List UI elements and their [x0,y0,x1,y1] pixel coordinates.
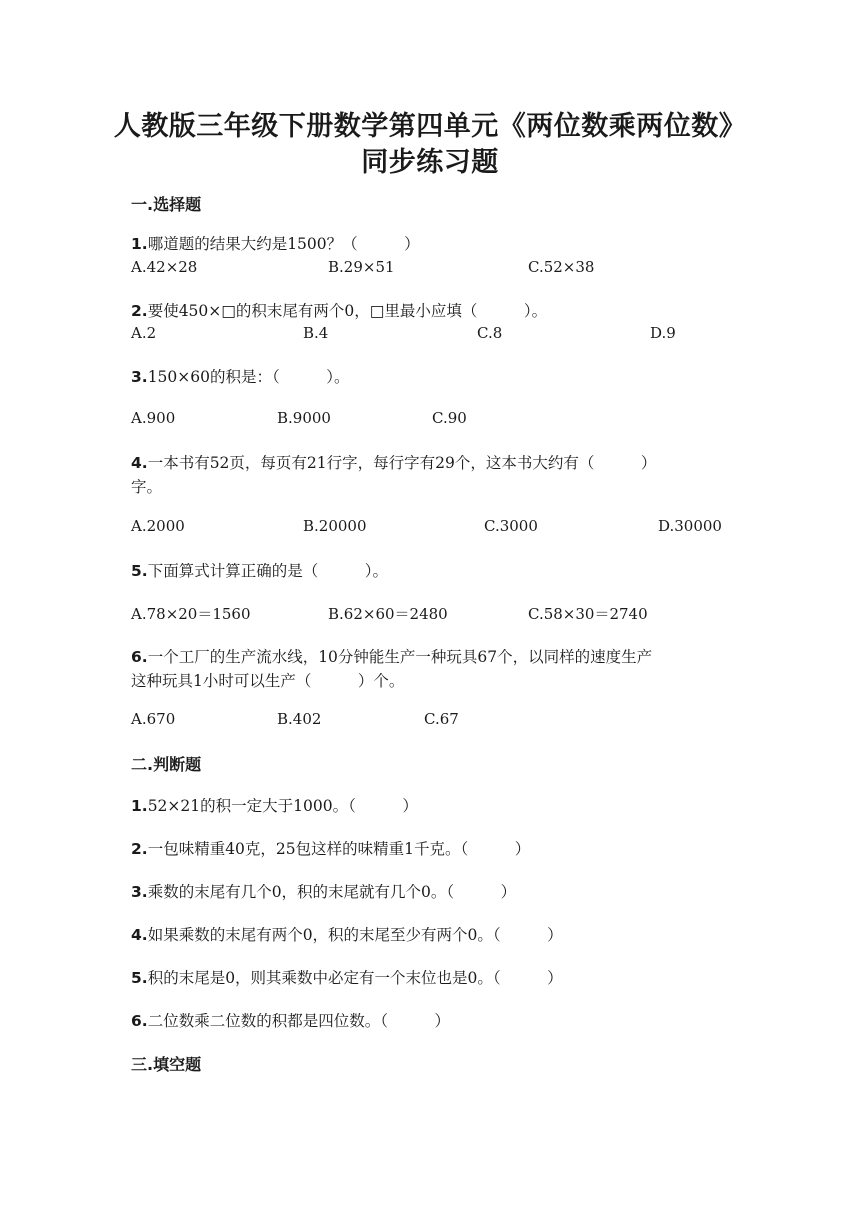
option-c: C.90 [432,409,467,427]
option-a: A.78×20＝1560 [131,605,251,623]
question-text: 哪道题的结果大约是1500？（ ） [147,235,420,253]
page-title-line2: 同步练习题 [361,147,499,178]
question-text-continued: 字。 [131,478,163,496]
question-text: 一包味精重40克，25包这样的味精重1千克。（ ） [147,840,531,858]
question-text: 如果乘数的末尾有两个0，积的末尾至少有两个0。（ ） [147,926,563,944]
option-b: B.29×51 [328,258,395,276]
option-b: B.9000 [277,409,331,427]
choice-question-3 [131,365,731,389]
option-a: A.2 [131,324,157,342]
question-number: 1. [131,235,148,253]
judge-question-2 [131,837,731,861]
question-number: 5. [131,969,148,987]
option-c: C.67 [424,710,459,728]
question-number: 4. [131,926,148,944]
question-number: 5. [131,562,148,580]
question-number: 6. [131,1012,148,1030]
option-d: D.30000 [658,517,722,535]
choice-question-4 [131,451,731,499]
choice-question-6 [131,645,731,693]
section-heading-choice: 一.选择题 [131,195,202,214]
option-d: D.9 [650,324,676,342]
judge-question-5 [131,966,731,990]
question-text: 下面算式计算正确的是（ ）。 [147,562,388,580]
question-number: 3. [131,883,148,901]
question-text: 150×60的积是：（ ）。 [147,368,350,386]
choice-question-2 [131,299,731,323]
choice-question-1 [131,232,731,256]
question-text: 积的末尾是0，则其乘数中必定有一个末位也是0。（ ） [147,969,563,987]
option-c: C.58×30＝2740 [528,605,648,623]
section-heading-judge: 二.判断题 [131,755,202,774]
question-text: 乘数的末尾有几个0，积的末尾就有几个0。（ ） [147,883,517,901]
judge-question-3 [131,880,731,904]
option-a: A.2000 [131,517,185,535]
judge-question-1 [131,794,731,818]
question-text: 一个工厂的生产流水线，10分钟能生产一种玩具67个，以同样的速度生产 [147,648,653,666]
question-text: 52×21的积一定大于1000。（ ） [147,797,418,815]
section-heading-fill: 三.填空题 [131,1055,202,1074]
question-number: 4. [131,454,148,472]
question-number: 6. [131,648,148,666]
option-b: B.20000 [303,517,367,535]
option-c: C.8 [477,324,503,342]
question-number: 1. [131,797,148,815]
judge-question-6 [131,1009,731,1033]
page-title-line1: 人教版三年级下册数学第四单元《两位数乘两位数》 [113,111,747,142]
option-b: B.62×60＝2480 [328,605,448,623]
question-number: 2. [131,302,148,320]
question-text: 二位数乘二位数的积都是四位数。（ ） [147,1012,450,1030]
choice-question-5 [131,559,731,583]
question-number: 2. [131,840,148,858]
question-number: 3. [131,368,148,386]
question-text: 一本书有52页，每页有21行字，每行字有29个，这本书大约有（ ） [147,454,657,472]
question-text-continued: 这种玩具1小时可以生产（ ）个。 [131,672,405,690]
option-b: B.4 [303,324,329,342]
option-a: A.900 [131,409,176,427]
option-a: A.670 [131,710,176,728]
option-a: A.42×28 [131,258,198,276]
judge-question-4 [131,923,731,947]
question-text: 要使450×□的积末尾有两个0，□里最小应填（ ）。 [147,302,548,320]
option-c: C.3000 [484,517,538,535]
option-b: B.402 [277,710,322,728]
option-c: C.52×38 [528,258,595,276]
